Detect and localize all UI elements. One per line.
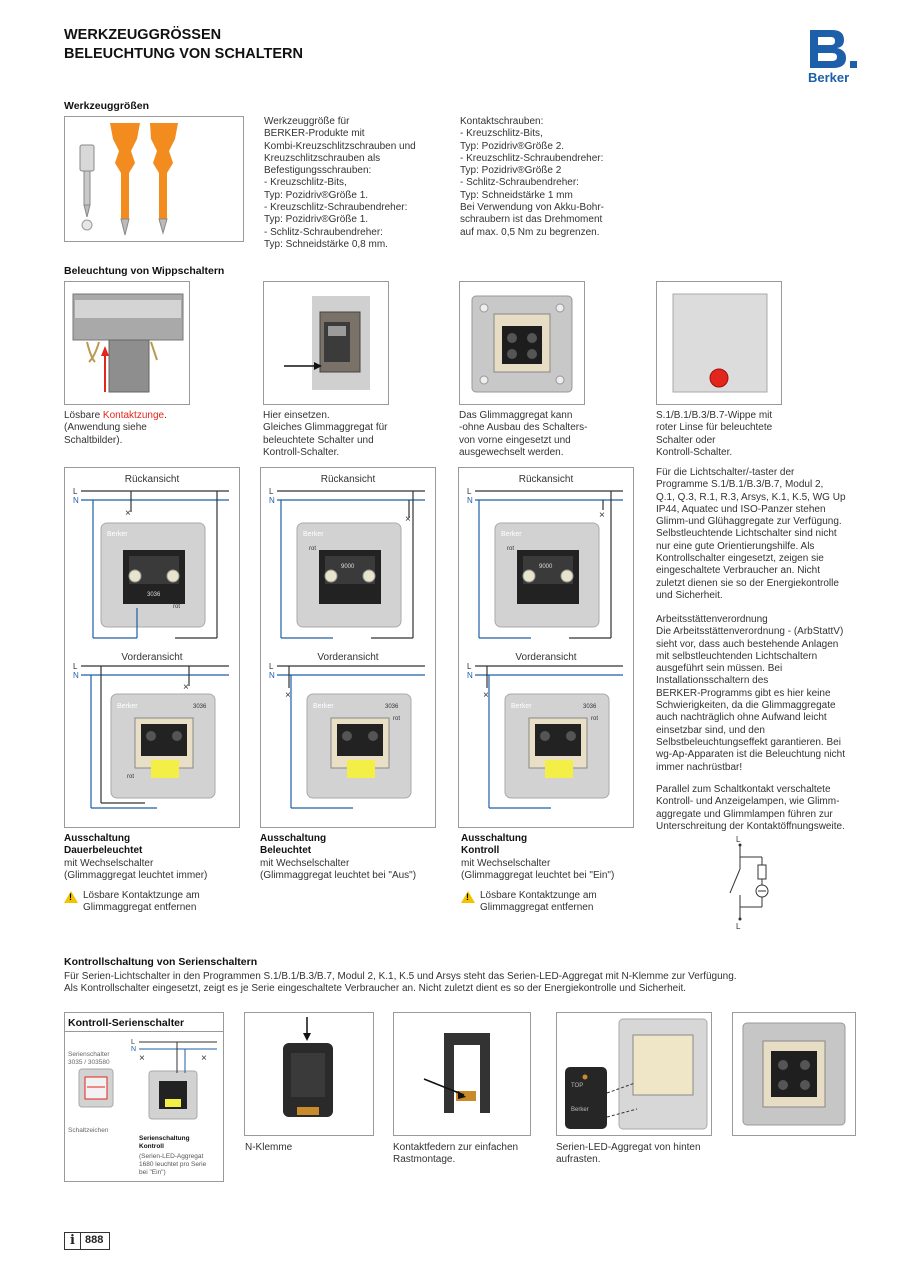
circuit-symbol	[720, 833, 780, 933]
N-label: N	[467, 671, 473, 680]
L-label: L	[73, 487, 78, 496]
code-label: 9000	[539, 564, 553, 570]
serienschaltung-desc: (Serien-LED-Aggregat 1680 leuchtet pro Serie bei "Ein")	[139, 1153, 207, 1176]
warning-icon	[461, 891, 475, 903]
serienschalter-photo	[732, 1012, 856, 1136]
circuit-caption-3	[461, 833, 651, 915]
N-label: N	[467, 496, 473, 505]
circuit-subtitle: Dauerbeleuchtet	[64, 845, 143, 857]
page-number-box	[64, 1232, 110, 1250]
svg-text:×: ×	[483, 690, 489, 701]
schaltzeichen-label: Schaltzeichen	[68, 1127, 109, 1134]
top-label: TOP	[571, 1083, 584, 1089]
wipp-caption-3: Das Glimmaggregat kann -ohne Ausbau des Schalters- von vorne eingesetzt und ausgewechselt werden.	[459, 410, 588, 458]
svg-text:×: ×	[125, 508, 131, 519]
brand-label: Berker	[313, 703, 334, 710]
circuit-diagram-2	[260, 467, 436, 828]
serien-heading: Kontrollschaltung von Serienschaltern	[64, 956, 258, 968]
L-label: L	[269, 487, 274, 496]
tools-text-2: Kontaktschrauben: - Kreuzschlitz-Bits, Typ: Pozidriv®Größe 2. - Kreuzschlitz-Schraubendreher: Typ: Pozidriv®Größe 2 - Schlitz-Schraubendreher: Typ: Schneidstärke 1 mm Bei Verwendung von Akku-Bohr- schraubern ist das Drehmoment auf max. 0,5 Nm zu begrenzen.	[460, 116, 604, 238]
L-label: L	[73, 662, 78, 671]
wipp-heading: Beleuchtung von Wippschaltern	[64, 265, 225, 277]
wipp-caption-4: S.1/B.1/B.3/B.7-Wippe mit roter Linse für beleuchtete Schalter oder Kontroll-Schalter.	[656, 410, 773, 458]
circuit-caption-2	[260, 833, 450, 882]
brand-label: Berker	[501, 531, 522, 538]
circuit-description: mit Wechselschalter (Glimmaggregat leuchtet immer)	[64, 857, 208, 881]
serienschaltung-title: Serienschaltung Kontroll	[139, 1135, 190, 1150]
page-title-line2: BELEUCHTUNG VON SCHALTERN	[64, 46, 303, 62]
svg-text:×: ×	[285, 690, 291, 701]
kontaktfedern-caption: Kontaktfedern zur einfachen Rastmontage.	[393, 1142, 519, 1166]
circuit-title: Ausschaltung	[260, 833, 327, 844]
brand-label: Berker	[117, 703, 138, 710]
N-label: N	[73, 496, 79, 505]
n-klemme-caption: N-Klemme	[245, 1142, 293, 1153]
svg-text:×: ×	[405, 514, 411, 525]
front-view-label: Vorderansicht	[121, 652, 183, 663]
code-label: 3036	[385, 704, 399, 710]
N-label: N	[269, 496, 275, 505]
svg-text:×: ×	[139, 1053, 145, 1064]
rear-view-label: Rückansicht	[320, 474, 376, 485]
rot-label: rot	[591, 716, 599, 722]
wipp-photo-4	[656, 281, 782, 405]
svg-text:×: ×	[599, 510, 605, 521]
tools-heading: Werkzeuggrößen	[64, 100, 149, 112]
tools-text-1: Werkzeuggröße für BERKER-Produkte mit Kombi-Kreuzschlitzschrauben und Kreuzschlitzschrauben als Befestigungsschrauben: - Kreuzschlitz-Bits, Typ: Pozidriv®Größe 1. - Kreuzschlitz-Schraubendreher: Typ: Pozidriv®Größe 1. - Schlitz-Schraubendreher: Typ: Schneidstärke 0,8 mm.	[264, 116, 416, 250]
wipp-photo-2	[263, 281, 389, 405]
box-title: Kontroll-Serienschalter	[68, 1017, 185, 1029]
circuit-diagram-1	[64, 467, 240, 828]
warning-note: ! Lösbare Kontaktzunge am Glimmaggregat entfernen	[461, 890, 651, 915]
L-label: L	[269, 662, 274, 671]
lighting-intro-text: Für die Lichtschalter/-taster der Programme S.1/B.1/B.3/B.7, Modul 2, Q.1, Q.3, R.1, R.3, Arsys, K.1, K.5, WG Up IP44, Aquatec und ISO-Panzer stehen Glimm-und Glühaggregate zur Verfügung. Selbstleuchtende Lichtschalter sind nicht nur eine gute Orientierungshilfe. Als Kontrollschalter eingesetzt, zeigen sie eingeschaltete Verbraucher an. Nicht zuletzt dienen sie so der Energiekontrolle und Sicherheit.	[656, 467, 846, 601]
info-icon: i	[65, 1233, 81, 1249]
rot-label: rot	[393, 716, 401, 722]
rot-label: rot	[507, 546, 515, 552]
logo-text: Berker	[808, 70, 850, 85]
brand-label: Berker	[571, 1107, 589, 1113]
serien-led-aggregat-photo	[556, 1012, 712, 1136]
parallel-contact-text: Parallel zum Schaltkontakt verschaltete Kontroll- und Anzeigelampen, wie Glimm- aggregate und Glimmlampen führen zur Unterschreitung der Kontaktöffnungsweite.	[656, 784, 845, 832]
rot-label: rot	[309, 546, 317, 552]
warning-icon	[64, 891, 78, 903]
code-label: 3036	[147, 592, 161, 598]
berker-logo	[806, 28, 862, 86]
svg-text:×: ×	[201, 1053, 207, 1064]
circuit-title: Ausschaltung	[64, 833, 131, 844]
L-label: L	[467, 662, 472, 671]
code-label: 9000	[341, 564, 355, 570]
circuit-caption-1	[64, 833, 254, 915]
warning-note: ! Lösbare Kontaktzunge am Glimmaggregat entfernen	[64, 890, 254, 915]
n-klemme-photo	[244, 1012, 374, 1136]
front-view-label: Vorderansicht	[515, 652, 577, 663]
code-label: 3036	[583, 704, 597, 710]
circuit-description: mit Wechselschalter (Glimmaggregat leuchtet bei "Aus")	[260, 857, 417, 881]
aufrasten-caption: Serien-LED-Aggregat von hinten aufrasten.	[556, 1142, 701, 1166]
L-label: L	[131, 1039, 135, 1046]
circuit-subtitle: Kontroll	[461, 845, 500, 857]
page-number: 888	[85, 1234, 104, 1247]
rot-label: rot	[127, 774, 135, 780]
kontroll-serienschalter-box	[64, 1012, 224, 1182]
tools-image	[64, 116, 244, 242]
arbstattv-text: Arbeitsstättenverordnung Die Arbeitsstättenverordnung - (ArbStattV) sieht vor, dass auch bestehende Anlagen mit selbstleuchtenden Lichtschaltern ausgeführt sein müssen. Bei Installationsschaltern des BERKER-Programms gibt es hier keine Schwierigkeiten, da die Glimmaggregate auch nachträglich ohne Aufwand leicht einsetzbar sind, und den Selbstbeleuchtungseffekt garantieren. Bei wg-Ap-Apparaten ist die Beleuchtung nicht immer nachrüstbar!	[656, 614, 846, 773]
wipp-caption-2: Hier einsetzen. Gleiches Glimmaggregat für beleuchtete Schalter und Kontroll-Schalter.	[263, 410, 388, 458]
page-title-line1: WERKZEUGGRÖSSEN	[64, 27, 222, 43]
rear-view-label: Rückansicht	[124, 474, 180, 485]
svg-text:×: ×	[183, 682, 189, 693]
rear-view-label: Rückansicht	[518, 474, 574, 485]
N-label: N	[73, 671, 79, 680]
circuit-subtitle: Beleuchtet	[260, 845, 312, 857]
rot-label: rot	[173, 604, 181, 610]
N-label: N	[269, 671, 275, 680]
L-label: L	[736, 922, 741, 931]
wipp-caption-1: Lösbare Kontaktzunge. (Anwendung siehe Schaltbilder).	[64, 410, 167, 446]
brand-label: Berker	[107, 531, 128, 538]
N-label: N	[131, 1046, 137, 1053]
front-view-label: Vorderansicht	[317, 652, 379, 663]
wipp-photo-1	[64, 281, 190, 405]
kontaktfedern-photo	[393, 1012, 531, 1136]
L-label: L	[736, 835, 741, 844]
brand-label: Berker	[303, 531, 324, 538]
L-label: L	[467, 487, 472, 496]
code-label: 3036	[193, 704, 207, 710]
circuit-description: mit Wechselschalter (Glimmaggregat leuchtet bei "Ein")	[461, 857, 615, 881]
serien-intro: Für Serien-Lichtschalter in den Programmen S.1/B.1/B.3/B.7, Modul 2, K.1, K.5 und Arsys steht das Serien-LED-Aggregat mit N-Klemme zur Verfügung. Als Kontrollschalter eingesetzt, zeigt es je Serie eingeschaltete Verbraucher an. Nicht zuletzt dient es so der Energiekontrolle und Sicherheit.	[64, 971, 737, 995]
circuit-diagram-3	[458, 467, 634, 828]
wipp-photo-3	[459, 281, 585, 405]
circuit-title: Ausschaltung	[461, 833, 528, 844]
serienschalter-label: Serienschalter 3035 / 303580	[68, 1051, 110, 1066]
brand-label: Berker	[511, 703, 532, 710]
